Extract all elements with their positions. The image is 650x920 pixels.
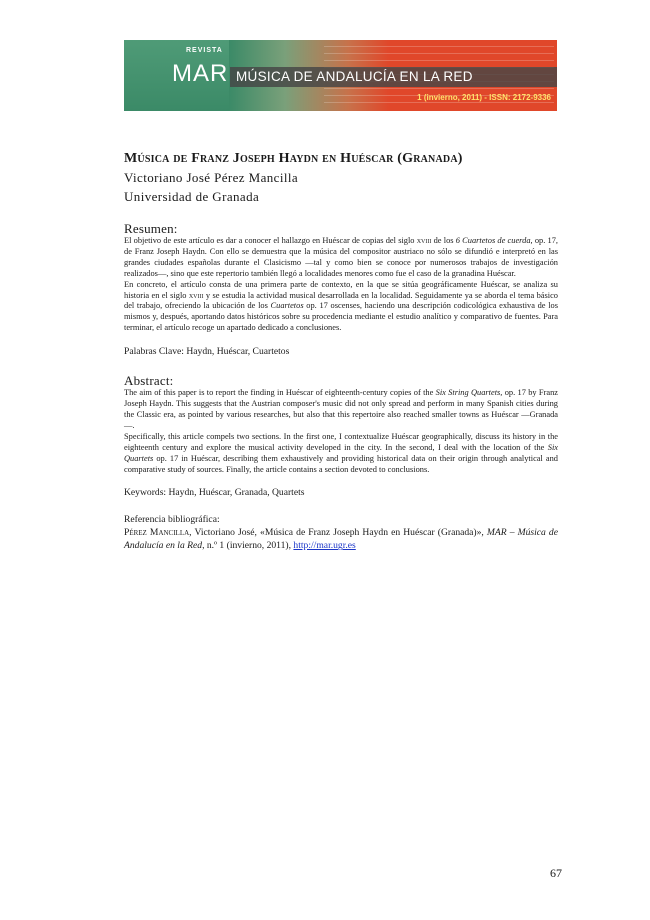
abstract-p2-text: op. 17 in Huéscar, describing them exhaustively and providing historical data on their origin through analytical and comparative study of sources. Finally, the article contains a section devoted to conclusions.	[124, 453, 558, 474]
resumen-p1-text: El objetivo de este artículo es dar a conocer el hallazgo en Huéscar de copias del siglo	[124, 236, 417, 245]
abstract-p1-italic: Six String Quartets,	[435, 388, 503, 398]
banner-issue: 1 (invierno, 2011) - ISSN: 2172-9336	[417, 93, 551, 102]
resumen-p1-text: , op. 17, de Franz Joseph Haydn. Con ello se demuestra que la música del compositor austriaco no sólo se difundió e interpretó en las grandes ciudades españolas durante el Clasicismo —tal y como bien se conoce por numerosos trabajos de investigación realizados—, sino que este repertorio también llegó a localidades menores como fue el caso de la granadina Huéscar.	[124, 236, 559, 278]
reference-author: Pérez Mancilla	[124, 527, 190, 539]
article-title: Música de Franz Joseph Haydn en Huéscar (Granada)	[124, 151, 463, 166]
resumen-p2-italic: Cuartetos	[270, 301, 304, 311]
abstract-keywords: Keywords: Haydn, Huéscar, Granada, Quartets	[124, 487, 305, 499]
abstract-p1-text: The aim of this paper is to report the finding in Huéscar of eighteenth-century copies of the	[124, 388, 436, 398]
resumen-p2-text: En concreto, el artículo consta de una primera parte de contexto, en la que se sitúa geográficamente Huéscar, se analiza su historia en el siglo	[124, 279, 558, 300]
article-affiliation: Universidad de Granada	[124, 189, 260, 204]
abstract-p2-text: Specifically, this article compels two sections. In the first one, I contextualize Huéscar geographically, discuss its history in the eighteenth century and explore the musical activity developed in the city. In the second, I deal with the location of the	[124, 431, 558, 452]
resumen-keywords: Palabras Clave: Haydn, Huéscar, Cuartetos	[124, 346, 290, 358]
reference-text: , Victoriano José, «Música de Franz Joseph Haydn en Huéscar (Granada)»,	[189, 527, 487, 539]
banner-subtitle: MÚSICA DE ANDALUCÍA EN LA RED	[236, 69, 473, 84]
journal-banner	[124, 40, 557, 111]
resumen-paragraph-1	[124, 236, 558, 280]
reference-journal: MAR – Música de Andalucía en la Red	[124, 527, 558, 552]
resumen-p2-century: xviii	[188, 290, 204, 300]
abstract-p1-text: op. 17 by Franz Joseph Haydn. This suggests that the Austrian composer's music did not only spread and perform in many Spanish cities during the Classic era, as pointed by various researches, but also that this repertoire also reached smaller towns as Huéscar —Granada—.	[124, 388, 558, 430]
reference-text: , n.º 1 (invierno, 2011),	[202, 540, 294, 552]
article-body	[124, 150, 558, 552]
abstract-paragraph-1	[124, 388, 558, 432]
banner-revista: REVISTA	[186, 47, 223, 54]
resumen-p1-italic: 6 Cuartetos de cuerda	[455, 236, 531, 245]
resumen-p1-text: de los	[431, 236, 456, 245]
resumen-heading: Resumen:	[124, 221, 178, 236]
reference-citation	[124, 526, 558, 552]
banner-mar-logo: MAR	[172, 60, 229, 87]
resumen-p1-century: xviii	[416, 236, 432, 245]
abstract-paragraph-2	[124, 432, 558, 476]
reference-link[interactable]: http://mar.ugr.es	[293, 540, 356, 552]
reference-heading: Referencia bibliográfica:	[124, 514, 220, 526]
abstract-p2-italic: Six Quartets	[124, 442, 558, 463]
page-number: 67	[550, 866, 562, 880]
article-author: Victoriano José Pérez Mancilla	[124, 170, 299, 185]
resumen-p2-text: op. 17 oscenses, haciendo una descripción codicológica exhaustiva de los mismos y, después, aportando datos históricos sobre su procedencia mediante el estudio analítico y comparativo de fuentes. Para terminar, el artículo recoge un apartado dedicado a conclusiones.	[124, 301, 558, 333]
resumen-paragraph-2	[124, 280, 558, 335]
resumen-p2-text: y se estudia la actividad musical desarrollada en la localidad. Seguidamente ya se aborda el tema básico del trabajo, ofreciendo la ubicación de los	[124, 290, 558, 311]
abstract-heading: Abstract:	[124, 373, 174, 389]
